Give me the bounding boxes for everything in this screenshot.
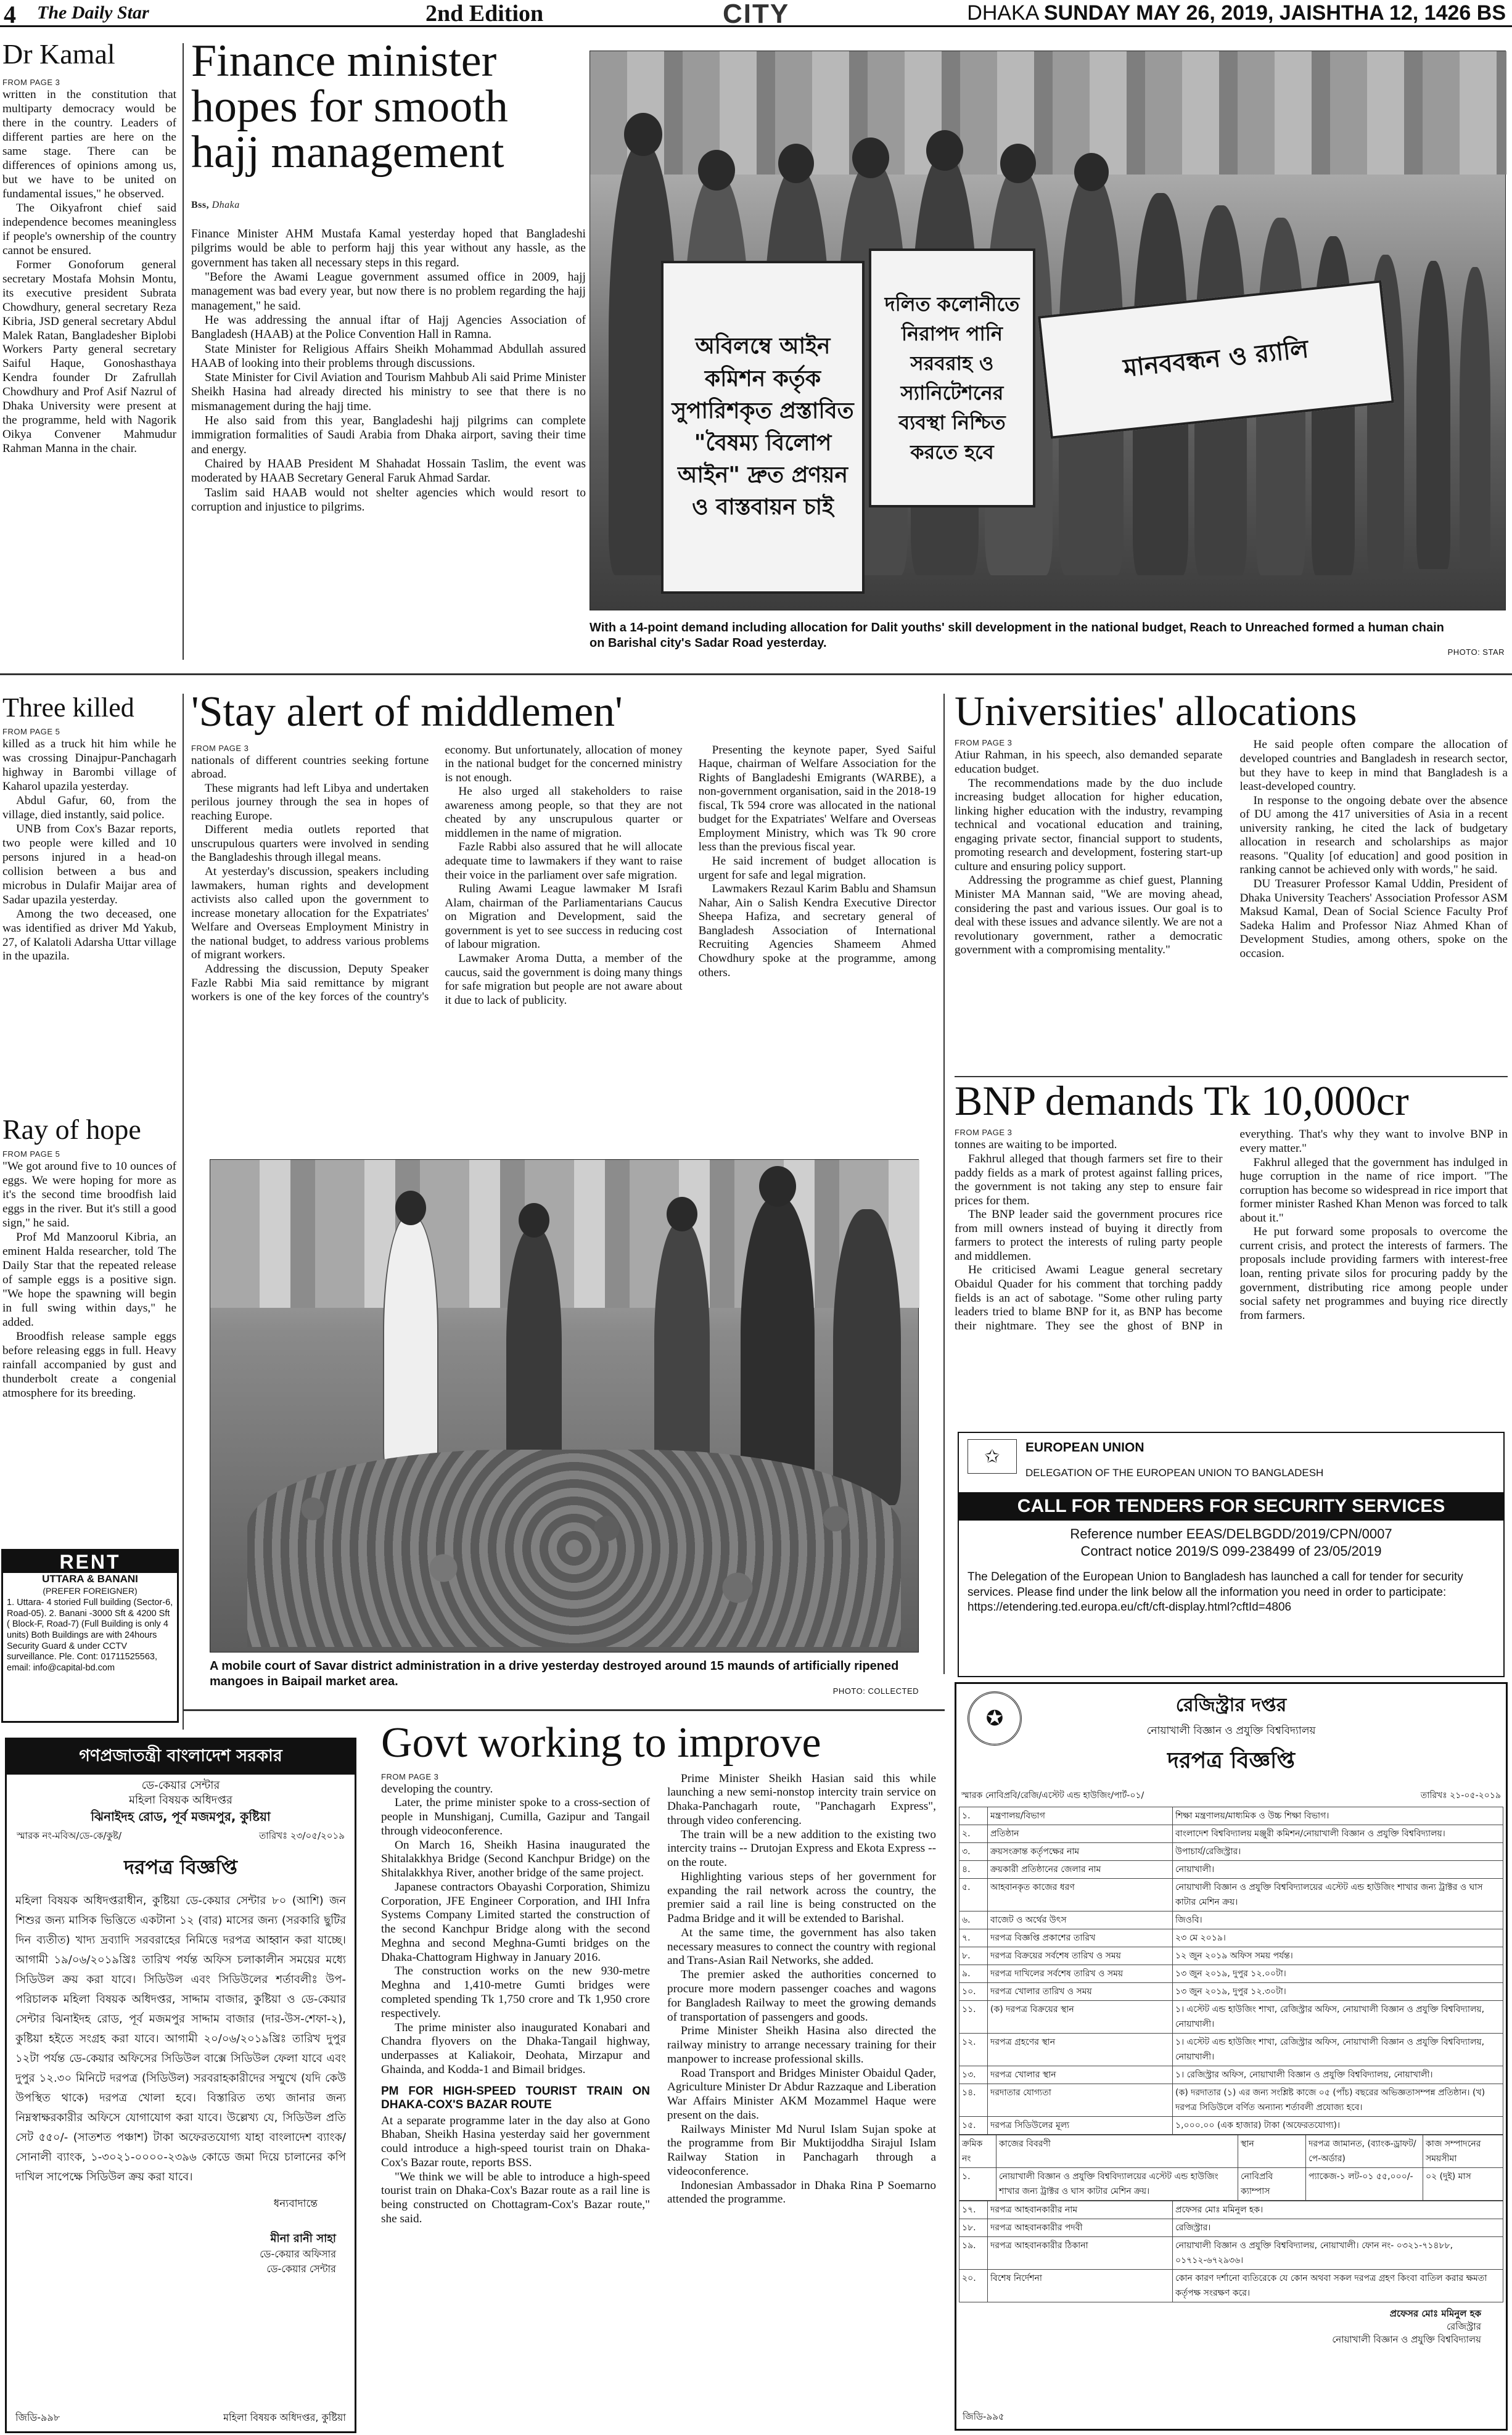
table-cell: ১০. [959, 1983, 988, 2001]
paragraph: killed as a truck hit him while he was crossing Dinajpur-Panchagarh highway in Barombi village of Kaharol upazila yesterday. [2, 737, 176, 794]
table-cell: উপাচার্য/রেজিস্ট্রার। [1173, 1843, 1503, 1861]
table-cell: দরপত্র বিক্রয়ের সর্বশেষ তারিখ ও সময় [988, 1947, 1173, 1965]
story-finance-minister [191, 38, 586, 667]
table-cell: প্রতিষ্ঠান [988, 1825, 1173, 1843]
eu-tender-advertisement [958, 1432, 1505, 1677]
rent-location: UTTARA & BANANI [42, 1573, 138, 1585]
table-row [959, 2219, 1503, 2237]
eu-delegation: DELEGATION OF THE EUROPEAN UNION TO BANGLADESH [1025, 1467, 1324, 1479]
paragraph: UNB from Cox's Bazar reports, two people were killed and 10 persons injured in a head-on collision between a bus and microbus in Dulafir Maijar area of Sadar upazila yesterday. [2, 822, 176, 906]
table-cell: নোয়াখালী বিজ্ঞান ও প্রযুক্তি বিশ্ববিদ্যালয়ের এস্টেট এন্ড হাউজিং শাখার জন্য ট্রাক্টর ও ঘাস কাটার মেশিন ক্রয়। [996, 2168, 1238, 2201]
table-header: কাজ সম্পাদনের সময়সীমা [1423, 2135, 1503, 2168]
table-cell: প্রফেসর মোঃ মমিনুল হক। [1173, 2201, 1503, 2219]
paragraph: The train will be a new addition to the existing two intercity trains -- Drutojan Express and Ekota Express -- on the route. [667, 1828, 936, 1870]
paragraph: He put forward some proposals to overcome the current crisis, and protect the interests of farmers. The proposals include providing farmers with interest-free loan, renting private silos for procuring paddy by the government, distributing rice among people under social safety net programmes and buying rice directly from farmers. [1239, 1225, 1508, 1322]
story-three-killed [2, 694, 176, 1113]
paragraph: Among the two deceased, one was identified as driver Md Yakub, 27, of Kalatoli Adarsha Uttar village in the upazila. [2, 907, 176, 963]
protest-banner: অবিলম্বে আইন কমিশন কর্তৃক সুপারিশকৃত প্রস্তাবিত "বৈষম্য বিলোপ আইন" দ্রুত প্রণয়ন ও বাস্তবায়ন চাই [661, 261, 865, 594]
headline: Universities' allocations [955, 689, 1357, 734]
paragraph: "We think we will be able to introduce a high-speed tourist train on Dhaka-Cox's Bazar route as a rail line is being constructed on Chottagram-Cox's Bazar route," she said. [381, 2170, 650, 2225]
table-cell: ১৫. [959, 2117, 988, 2135]
paragraph: The construction works on the new 930-metre Meghna and 1,410-metre Gumti bridges were completed spending Tk 1,750 crore and Tk 1,950 crore respectively. [381, 1965, 650, 2020]
paragraph: written in the constitution that multiparty democracy would be there in the country. Leaders of different parties are here on the same stage. There can be differences of opinions among us, but we have to be united on fundamental issues," he observed. [2, 88, 176, 200]
paragraph: Fazle Rabbi also assured that he will allocate adequate time to lawmakers if they want to raise their voice in the parliament over safe migration. [445, 840, 683, 882]
table-cell: ১৭. [959, 2201, 988, 2219]
table-cell: ১৮. [959, 2219, 988, 2237]
notice-signature: মীনা রানী সাহা ডে-কেয়ার অফিসার ডে-কেয়ার সেন্টার [260, 2232, 336, 2275]
paragraph: At the same time, the government has also taken necessary measures to connect the country with regional and Trans-Asian Rail Networks, she added. [667, 1926, 936, 1968]
paragraph: Addressing the programme as chief guest, Planning Minister MA Mannan said, "We are moving ahead, considering the past and various issues. Our goal is to deal with these issues and advance silently. We are not a revolutionary government, rather a democratic government with a compromising mentality." [955, 874, 1223, 957]
paragraph: He also said from this year, Bangladeshi hajj pilgrims can complete immigration formalities of Saudi Arabia from Dhaka airport, saving their time and energy. [191, 414, 586, 456]
tender-details-table [959, 1807, 1503, 2135]
table-row [959, 1929, 1503, 1947]
table-cell: ৮. [959, 1947, 988, 1965]
tender-notice-daycare [5, 1738, 356, 2433]
table-cell: মন্ত্রণালয়/বিভাগ [988, 1807, 1173, 1825]
story-body [381, 1772, 936, 2420]
paragraph: State Minister for Civil Aviation and Tourism Mahbub Ali said Prime Minister Sheikh Hasina had already directed his ministry to see that there is no mismanagement during the hajj time. [191, 371, 586, 413]
story-body [955, 1128, 1508, 1411]
kicker: FROM PAGE 3 [955, 738, 1013, 748]
notice-code: জিডি-৯৯৫ [963, 2411, 1005, 2422]
table-row [959, 1879, 1503, 1911]
table-row [959, 2066, 1503, 2084]
kicker: FROM PAGE 3 [191, 743, 249, 753]
photo-human-chain [590, 51, 1506, 610]
table-cell: নোয়াখালী। [1173, 1861, 1503, 1879]
paragraph: Broodfish release sample eggs before releasing eggs in full. Heavy rainfall accompanied by gust and thunderbolt create a congenial atmosphere for its breeding. [2, 1329, 176, 1400]
paragraph: Prime Minister Sheikh Hasian said this while launching a new semi-nonstop intercity train service on Dhaka-Panchagarh route, "Panchagarh Express", through video conferencing. [667, 1772, 936, 1827]
paragraph: He also urged all stakeholders to raise awareness among people, so that they are not cheated by any unscrupulous quarter or middlemen in the name of migration. [445, 785, 683, 840]
paragraph: On March 16, Sheikh Hasina inaugurated the Shitalakkhya Bridge (Second Kanchpur Bridge) on the Shitalakkhya River, another bridge of the same project. [381, 1838, 650, 1880]
story-body [2, 1160, 176, 1400]
table-cell: ২৩ মে ২০১৯। [1173, 1929, 1503, 1947]
kicker: FROM PAGE 3 [2, 78, 60, 88]
notice-footer: জিডি-৯৯৮ মহিলা বিষয়ক অধিদপ্তর, কুষ্টিয়া [15, 2412, 346, 2423]
table-cell: (ক) দরদাতার (১) এর জন্য সংশ্লিষ্ট কাজে ০৫ (পাঁচ) বছরের অভিজ্ঞতাসম্পন্ন প্রতিষ্ঠান। (খ) দরপত্র সিডিউলে বর্ণিত অন্যান্য শর্তাবলী প্রযোজ্য হবে। [1173, 2084, 1503, 2117]
table-row [959, 2201, 1503, 2219]
paragraph: In response to the ongoing debate over the absence of DU among the 417 universities of Asia in a recent university ranking, he cited the lack of budgetary allocation in research and scholarships as major reasons. "Quality [of education] and good position in ranking cannot be achieved only with words," he said. [1239, 794, 1508, 877]
paragraph: DU Treasurer Professor Kamal Uddin, President of Dhaka University Teachers' Association Professor ASM Maksud Kamal, Dean of Social Science Faculty Prof Sadeka Halim and Professor Niaz Ahmed Khan of Development Studies, among others, spoke on the occasion. [1239, 877, 1508, 960]
paragraph: State Minister for Religious Affairs Sheikh Mohammad Abdullah assured HAAB of looking into their problems through discussions. [191, 342, 586, 370]
notice-memo: স্মারক নং-মবিঅ/ডে-কে/কুষ্ট/ তারিখঃ ২৩/০৫/২০১৯ [17, 1829, 345, 1841]
story-body [955, 738, 1508, 1059]
paragraph: Abdul Gafur, 60, from the village, died instantly, said police. [2, 794, 176, 821]
table-header: দরপত্র জামানত, (ব্যাংক-ড্রাফট/পে-অর্ডার) [1306, 2135, 1423, 2168]
table-cell: ৩. [959, 1843, 988, 1861]
paragraph: These migrants had left Libya and undertaken perilous journey through the sea in hopes of reaching Europe. [191, 781, 429, 823]
paragraph: Fakhrul alleged that the government has indulged in huge corruption in the name of rice import. "The corruption has become so widespread in rice import that former minister Rashed Khan Menon was forced to talk about it." [1239, 1156, 1508, 1225]
table-cell: ৫. [959, 1879, 988, 1911]
photo-credit: PHOTO: STAR [1447, 647, 1505, 657]
notice-heading: দরপত্র বিজ্ঞপ্তি [1167, 1748, 1295, 1773]
paragraph: At yesterday's discussion, speakers including lawmakers, human rights and development activists also called upon the government to increase monetary allocation for the Expatriates' Welfare and Overseas Employment Ministry in the national budget, to address various problems of migrant workers. [191, 865, 429, 962]
protest-banner: মানববন্ধন ও র‍্যালি [1038, 280, 1394, 438]
paragraph: At a separate programme later in the day also at Gono Bhaban, Sheikh Hasina yesterday said her government could introduce a high-speed tourist train on Dhaka-Cox's Bazar route, reports BSS. [381, 2114, 650, 2169]
paragraph: Ruling Awami League lawmaker M Israfi Alam, chairman of the Parliamentarians Caucus on Migration and Development, said the government is yet to see success in reducing cost of labour migration. [445, 882, 683, 951]
table-cell: দরপত্র আহবানকারীর ঠিকানা [988, 2237, 1173, 2270]
paragraph: developing the country. [381, 1782, 493, 1796]
story-middlemen [191, 689, 936, 1139]
paragraph: tonnes are waiting to be imported. [955, 1138, 1117, 1152]
paragraph: Railways Minister Md Nurul Islam Sujan spoke at the programme from Bir Muktijoddha Sirajul Islam Railway Station in Panchagarh through a videoconference. [667, 2122, 936, 2178]
table-cell: ১৯. [959, 2237, 988, 2270]
table-row [959, 2001, 1503, 2034]
table-row [959, 1947, 1503, 1965]
table-cell: রেজিস্ট্রার। [1173, 2219, 1503, 2237]
table-cell: ১,০০০.০০ (এক হাজার) টাকা (অফেরতযোগ্য)। [1173, 2117, 1503, 2135]
paragraph: "We got around five to 10 ounces of eggs. We were hoping for more as it's the second time broodfish laid eggs in the river. But it's still a good sign," he said. [2, 1160, 176, 1230]
headline: Dr Kamal [2, 39, 115, 70]
page-number: 4 [4, 1, 16, 27]
table-cell: ১২ জুন ২০১৯ অফিস সময় পর্যন্ত। [1173, 1947, 1503, 1965]
photo-credit: PHOTO: COLLECTED [832, 1686, 919, 1696]
edition-label: 2nd Edition [425, 1, 544, 27]
paragraph: Different media outlets reported that unscrupulous quarters were involved in sending the Bangladeshis through illegal means. [191, 823, 429, 864]
paragraph: Prime Minister Sheikh Hasina also directed the railway ministry to arrange necessary training for their manpower to increase professional skills. [667, 2024, 936, 2066]
story-body [191, 227, 586, 514]
paragraph: He said people often compare the allocation of developed countries and Bangladesh in research sector, but they have to keep in mind that Bangladesh is a least-developed country. [1239, 738, 1508, 794]
paragraph: The prime minister also inaugurated Konabari and Chandra flyovers on the Dhaka-Tangail highway, underpasses at Kaliakoir, Deohata, Mirzapur and Ghainda, and Kodda-1 and Bimail bridges. [381, 2021, 650, 2076]
rent-advertisement [1, 1549, 179, 1723]
table-cell: ৪. [959, 1861, 988, 1879]
table-cell: ১। এস্টেট এন্ড হাউজিং শাখা, রেজিস্ট্রার অফিস, নোয়াখালী বিজ্ঞান ও প্রযুক্তি বিশ্ববিদ্যালয়, নোয়াখালী। [1173, 2001, 1503, 2034]
table-cell: দরপত্র আহবানকারীর পদবী [988, 2219, 1173, 2237]
eu-tender-title: CALL FOR TENDERS FOR SECURITY SERVICES [959, 1492, 1503, 1521]
table-cell: ২. [959, 1825, 988, 1843]
notice-govt-title: গণপ্রজাতন্ত্রী বাংলাদেশ সরকার [7, 1739, 355, 1775]
eu-organisation: EUROPEAN UNION [1025, 1440, 1144, 1455]
paragraph: Taslim said HAAB would not shelter agencies which would resort to corruption and injustice to pilgrims. [191, 486, 586, 514]
table-cell: ১৪. [959, 2084, 988, 2117]
table-cell: ৭. [959, 1929, 988, 1947]
paragraph: Lawmaker Aroma Dutta, a member of the caucus, said the government is doing many things for safe migration but people are not aware about it due to lack of publicity. [445, 951, 683, 1007]
table-row [959, 2270, 1503, 2302]
table-row [959, 2117, 1503, 2135]
paragraph: Lawmakers Rezaul Karim Bablu and Shamsun Nahar, Ain o Salish Kendra Executive Director Sheepa Hafiza, and secretary general of Bangladesh Association of International Recruiting Agencies Shameem Ahmed Chowdhury spoke at the programme, among others. [698, 882, 936, 979]
notice-heading: দরপত্র বিজ্ঞপ্তি [124, 1855, 237, 1879]
table-cell: বাজেট ও অর্থের উৎস [988, 1911, 1173, 1929]
headline: 'Stay alert of middlemen' [191, 689, 623, 736]
table-cell: বিশেষ নির্দেশনা [988, 2270, 1173, 2302]
table-cell: জিওবি। [1173, 1911, 1503, 1929]
table-cell: দরপত্র দাখিলের সর্বশেষ তারিখ ও সময় [988, 1965, 1173, 1983]
table-row [959, 2168, 1503, 2201]
table-cell: ১. [959, 2168, 996, 2201]
table-row [959, 2084, 1503, 2117]
notice-memo: স্মারক নোবিপ্রবি/রেজি/এস্টেট এন্ড হাউজিং/পার্ট-০১/ তারিখঃ ২১-০৫-২০১৯ [961, 1791, 1501, 1801]
table-cell: (ক) দরপত্র বিক্রয়ের স্থান [988, 2001, 1173, 2034]
table-header: স্থান [1238, 2135, 1306, 2168]
kicker: FROM PAGE 5 [2, 727, 60, 737]
subhead: PM FOR HIGH-SPEED TOURIST TRAIN ON DHAKA-COX'S BAZAR ROUTE [381, 2084, 650, 2111]
paragraph: The premier asked the authorities concerned to procure more modern passenger coaches and wagons for Bangladesh Railway to meet the growing demands of transportation of passengers and goods. [667, 1968, 936, 2024]
section-title: CITY [723, 0, 790, 27]
kicker: FROM PAGE 3 [381, 1772, 439, 1781]
headline: Three killed [2, 694, 134, 723]
table-cell: ০২ (দুই) মাস [1423, 2168, 1503, 2201]
paragraph: Presenting the keynote paper, Syed Saiful Haque, chairman of Welfare Association for the Rights of Bangladeshi Emigrants (WARBE), a non-government organisation, said in the 2018-19 fiscal, Tk 594 crore was allocated in the national budget for the Expatriates' Welfare and Overseas Employment Ministry, which was Tk 90 crore less than the previous fiscal year. [698, 743, 936, 854]
paragraph: The recommendations made by the duo include increasing budget allocation for higher education, linking higher education with the industry, revamping technical and vocational education and training, engaging private sector, financial support to students, promoting research and development, fostering start-up culture and ensuring policy support. [955, 776, 1223, 873]
paper-logo: The Daily Star [37, 2, 149, 23]
dateline: DHAKA SUNDAY MAY 26, 2019, JAISHTHA 12, 1426 BS [967, 1, 1506, 25]
table-cell: দরপত্র বিজ্ঞপ্তি প্রকাশের তারিখ [988, 1929, 1173, 1947]
table-cell: ১। রেজিস্ট্রার অফিস, নোয়াখালী বিজ্ঞান ও প্রযুক্তি বিশ্ববিদ্যালয়, নোয়াখালী। [1173, 2066, 1503, 2084]
byline: Bss, Dhaka [191, 200, 240, 210]
table-row [959, 2034, 1503, 2066]
paragraph: Chaired by HAAB President M Shahadat Hossain Taslim, the event was moderated by HAAB Secretary General Faruk Ahmad Sardar. [191, 458, 586, 485]
table-cell: ৬. [959, 1911, 988, 1929]
table-cell: নোয়াখালী বিজ্ঞান ও প্রযুক্তি বিশ্ববিদ্যালয়, নোয়াখালী। ফোন নং- ০৩২১-৭১৪৮৮, ০১৭১২-৬৭২৯৩৬। [1173, 2237, 1503, 2270]
notice-signature: প্রফেসর মোঃ মমিনুল হক রেজিস্ট্রার নোয়াখালী বিজ্ঞান ও প্রযুক্তি বিশ্ববিদ্যালয় [1332, 2308, 1481, 2345]
table-header: কাজের বিবরণী [996, 2135, 1238, 2168]
table-header: ক্রমিক নং [959, 2135, 996, 2168]
story-universities [955, 689, 1508, 1072]
table-cell: আহবানকৃত কাজের ধরণ [988, 1879, 1173, 1911]
table-cell: দরপত্র গ্রহণের স্থান [988, 2034, 1173, 2066]
notice-body: মহিলা বিষয়ক অধিদপ্তরাধীন, কুষ্টিয়া ডে-কেয়ার সেন্টার ৮০ (আশি) জন শিশুর জন্য মাসিক ভিত্তিতে একটানা ১২ (বার) মাসের জন্য (সরকারি ছুটির দিন ব্যতীত) খাদ্য দ্রব্যাদি সরবরাহের নিমিত্তে দরপত্র আহ্বান করা যাচ্ছে। আগামী ১৯/০৬/২০১৯খ্রিঃ তারিখ পর্যন্ত অফিস চলাকালীন সময়ের মধ্যে সিডিউল ক্রয় করা যাবে। সিডিউল এবং সিডিউলের শর্তাবলীঃ উপ-পরিচালক মহিলা বিষয়ক অধিদপ্তর, সাদ্দাম বাজার, কুষ্টিয়া ও ডে-কেয়ার সেন্টার ঝিনাইদহ রোড, পূর্ব মজমপুর সাদ্দাম বাজার (দার-উস-শেফা-২), কুষ্টিয়া হইতে সংগ্রহ করা যাবে। আগামী ২০/০৬/২০১৯খ্রিঃ তারিখ দুপুর ১২টা পর্যন্ত ডে-কেয়ার অফিসের সিডিউল বাক্সে সিডিউল ফেলা যাবে এবং দুপুর ১২.৩০ মিনিটে দরপত্র (সিডিউল) সরবরাহকারীদের সম্মুখে (যদি কেউ উপস্থিত থাকে) দরপত্র খোলা হবে। বিস্তারিত তথ্য জানার জন্য নিম্নস্বাক্ষরকারীর অফিসে যোগাযোগ করা যাবে। উল্লেখ্য যে, সিডিউল প্রতি সেট ৫৫০/- (সাতশত পঞ্চাশ) টাকা অফেরতযোগ্য যাহা বাংলাদেশ ব্যাংক/সোনালী ব্যাংক, ১-৩০২১-০০০০-২৩৯৬ কোডে জমা দিয়ে চালানের কপি দাখিল সাপেক্ষে সিডিউল ক্রয় করা যাবে। [15, 1894, 346, 2184]
photo-caption: With a 14-point demand including allocation for Dalit youths' skill development in the national budget, Reach to Unreached formed a human chain on Barishal city's Sadar Road yesterday. [590, 621, 1444, 650]
story-dr-kamal [2, 39, 176, 668]
story-ray-of-hope [2, 1115, 176, 1546]
headline: Govt working to improve [381, 1720, 821, 1767]
rent-title: RENT [3, 1551, 177, 1573]
table-row [959, 1911, 1503, 1929]
paragraph: Addressing the discussion, Deputy Speaker Fazle Rabbi Mia said remittance by migrant workers is one of the key forces of the country's economy. But unfortunately, allocation of money in the national budget for the concerned ministry is not enough. [191, 743, 683, 1004]
story-body [191, 744, 936, 1120]
table-row [959, 1807, 1503, 1825]
story-govt-working [381, 1720, 936, 2433]
tender-work-table [959, 2135, 1503, 2201]
paragraph: He criticised Awami League general secretary Obaidul Quader for his comment that torching paddy fields is an act of sabotage. "Some other ruling party leaders tried to blame BNP for it, as BNP has become their nightmare. They see the ghost of BNP in everything. That's why they want to involve BNP in every matter." [955, 1128, 1508, 1332]
paragraph: Later, the prime minister spoke to a cross-section of people in Munshiganj, Cumilla, Gazipur and Tangail through videoconference. [381, 1796, 650, 1838]
kicker: FROM PAGE 3 [955, 1128, 1013, 1138]
table-cell: ১৩ জুন ২০১৯, দুপুর ১২.০০টা। [1173, 1965, 1503, 1983]
kicker: FROM PAGE 5 [2, 1149, 60, 1159]
notice-university: নোয়াখালী বিজ্ঞান ও প্রযুক্তি বিশ্ববিদ্যালয় [1146, 1725, 1316, 1737]
paragraph: The Oikyafront chief said independence becomes meaningless if people's ownership of the country cannot be ensured. [2, 201, 176, 257]
headline: Finance minister hopes for smooth hajj management [191, 38, 508, 178]
protest-banner: দলিত কলোনীতে নিরাপদ পানি সরবরাহ ও স্যানিটেশনের ব্যবস্থা নিশ্চিত করতে হবে [869, 248, 1035, 507]
table-cell: দরপত্র সিডিউলের মূল্য [988, 2117, 1173, 2135]
paragraph: Fakhrul alleged that though farmers set fire to their paddy fields as a mark of protest against falling prices, the government is not taking any step to ensure fair prices for them. [955, 1152, 1223, 1207]
table-cell: ক্রয়কারী প্রতিষ্ঠানের জেলার নাম [988, 1861, 1173, 1879]
paragraph: Finance Minister AHM Mustafa Kamal yesterday hoped that Bangladeshi pilgrims would be able to perform hajj this year without any hassle, as the government has taken all necessary steps in this regard. [191, 228, 586, 269]
headline: Ray of hope [2, 1115, 141, 1145]
eu-text: The Delegation of the European Union to Bangladesh has launched a call for tender for security services. Please find under the link below all the information you need in order to participate: https://etendering.ted.europa.eu/cft/cft-display.html?cftId=4806 [968, 1570, 1495, 1616]
table-header-row [959, 2135, 1503, 2168]
table-cell: শিক্ষা মন্ত্রণালয়/মাধ্যমিক ও উচ্চ শিক্ষা বিভাগ। [1173, 1807, 1503, 1825]
table-cell: ১২. [959, 2034, 988, 2066]
table-row [959, 1825, 1503, 1843]
paragraph: Former Gonoforum general secretary Mostafa Mohsin Montu, its executive president Subrata Chowdhury, general secretary Reza Kibria, JSD general secretary Abdul Malek Ratan, Bangladesher Biplobi Workers Party general secretary Saiful Haque, Gonoshasthaya Kendra founder Dr Zafrullah Chowdhury and Prof Asif Nazrul of Dhaka University were present at the programme, held with Nagorik Oikya Convener Mahmudur Rahman Manna in the chair. [2, 258, 176, 456]
tender-contact-table [959, 2201, 1503, 2302]
paragraph: Highlighting various steps of her government for expanding the rail network across the country, the premier said a rail line is being constructed on the Padma Bridge and it will be extended to Barishal. [667, 1870, 936, 1926]
eu-flag-icon: ✩ [968, 1439, 1017, 1474]
headline: BNP demands Tk 10,000cr [955, 1079, 1409, 1124]
paragraph: The BNP leader said the government procures rice from mill owners instead of buying it directly from farmers to protect the interests of ruling party people and middlemen. [955, 1208, 1223, 1263]
table-cell: ১১. [959, 2001, 988, 2034]
paragraph: Indonesian Ambassador in Dhaka Rina P Soemarno attended the programme. [667, 2178, 936, 2206]
table-cell: ১. [959, 1807, 988, 1825]
paragraph: Prof Md Manzoorul Kibria, an eminent Halda researcher, told The Daily Star that the repeated release of sample eggs is a positive sign. "We hope the spawning will begin in full swing within days," he added. [2, 1231, 176, 1329]
story-body [2, 737, 176, 964]
table-row [959, 1965, 1503, 1983]
paragraph: "Before the Awami League government assumed office in 2009, hajj management was bad every year, but now there is no problem regarding the hajj management," he said. [191, 270, 586, 313]
university-logo-icon: ✪ [968, 1691, 1022, 1746]
story-bnp [955, 1079, 1508, 1421]
table-cell: বাংলাদেশ বিশ্ববিদ্যালয় মঞ্জুরী কমিশন/নোয়াখালী বিজ্ঞান ও প্রযুক্তি বিশ্ববিদ্যালয়। [1173, 1825, 1503, 1843]
table-cell: দরপত্র খোলার স্থান [988, 2066, 1173, 2084]
paragraph: He was addressing the annual iftar of Hajj Agencies Association of Bangladesh (HAAB) at the Police Convention Hall in Ramna. [191, 313, 586, 342]
table-cell: দরপত্র আহবানকারীর নাম [988, 2201, 1173, 2219]
table-row [959, 1861, 1503, 1879]
table-cell: দরদাতার যোগ্যতা [988, 2084, 1173, 2117]
eu-reference: Reference number EEAS/DELBGDD/2019/CPN/0007 Contract notice 2019/S 099-238499 of 23/05/2019 [1070, 1526, 1392, 1559]
table-cell: ১৩. [959, 2066, 988, 2084]
story-body [2, 88, 176, 456]
table-cell: নোবিপ্রবি ক্যাম্পাস [1238, 2168, 1306, 2201]
rent-preference: (PREFER FOREIGNER) [43, 1585, 138, 1596]
table-cell: ১। এস্টেট এন্ড হাউজিং শাখা, রেজিস্ট্রার অফিস, নোয়াখালী বিজ্ঞান ও প্রযুক্তি বিশ্ববিদ্যালয়, নোয়াখালী। [1173, 2034, 1503, 2066]
photo-mango-drive [210, 1159, 919, 1653]
paragraph: Japanese contractors Obayashi Corporation, Shimizu Corporation, JFE Engineer Corporation, and IHI Infra Systems Company Limited started the construction of the second Kanchpur Bridge along with the second Meghna and second Meghna-Gumti bridges on the Dhaka-Chattogram Highway in January 2016. [381, 1880, 650, 1964]
eu-link[interactable]: https://etendering.ted.europa.eu/cft/cft-display.html?cftId=4806 [968, 1601, 1292, 1614]
notice-thanks: ধন্যবাদান্তে [273, 2198, 318, 2211]
table-cell: ১৩ জুন ২০১৯, দুপুর ১২.৩০টা। [1173, 1983, 1503, 2001]
table-cell: নোয়াখালী বিজ্ঞান ও প্রযুক্তি বিশ্ববিদ্যালয়ের এস্টেট এন্ড হাউজিং শাখার জন্য ট্রাক্টর ও ঘাস কাটার মেশিন ক্রয়। [1173, 1879, 1503, 1911]
table-cell: কোন কারণ দর্শানো ব্যতিরেকে যে কোন অথবা সকল দরপত্র গ্রহণ কিংবা বাতিল করার ক্ষমতা কর্তৃপক্ষ সংরক্ষণ করে। [1173, 2270, 1503, 2302]
table-cell: ২০. [959, 2270, 988, 2302]
notice-org: ডে-কেয়ার সেন্টার মহিলা বিষয়ক অধিদপ্তর ঝিনাইদহ রোড, পূর্ব মজমপুর, কুষ্টিয়া [91, 1779, 271, 1824]
table-cell: দরপত্র খোলার তারিখ ও সময় [988, 1983, 1173, 2001]
table-row [959, 2237, 1503, 2270]
tender-notice-university [955, 1682, 1508, 2431]
table-cell: প্যাকেজ-১ লট-০১ ৫৫,০০০/- [1306, 2168, 1423, 2201]
paragraph: He said increment of budget allocation is urgent for safe and legal migration. [698, 855, 936, 882]
table-cell: ৯. [959, 1965, 988, 1983]
paragraph: Atiur Rahman, in his speech, also demanded separate education budget. [955, 749, 1223, 776]
table-row [959, 1983, 1503, 2001]
paragraph: Road Transport and Bridges Minister Obaidul Qader, Agriculture Minister Dr Abdur Razzaque and Liberation War Affairs Minister AKM Mozammel Haque were present on the dais. [667, 2066, 936, 2122]
notice-office: রেজিস্ট্রার দপ্তর [1175, 1694, 1287, 1716]
photo-caption: A mobile court of Savar district administration in a drive yesterday destroyed around 15 maunds of artificially ripened mangoes in Baipail market area. [210, 1659, 899, 1688]
masthead [0, 0, 1512, 27]
table-row [959, 1843, 1503, 1861]
rent-body: 1. Uttara- 4 storied Full building (Sector-6, Road-05). 2. Banani -3000 Sft & 4200 Sft ( Block-F, Road-7) (Full Building is only 4 units) Both Buildings are with 24hours Security Guard & under CCTV surveillance. Ple. Cont: 01711525563, email: info@capital-bd.com [7, 1597, 173, 1673]
table-cell: ক্রয়সংক্রান্ত কর্তৃপক্ষের নাম [988, 1843, 1173, 1861]
paragraph: nationals of different countries seeking fortune abroad. [191, 753, 429, 781]
